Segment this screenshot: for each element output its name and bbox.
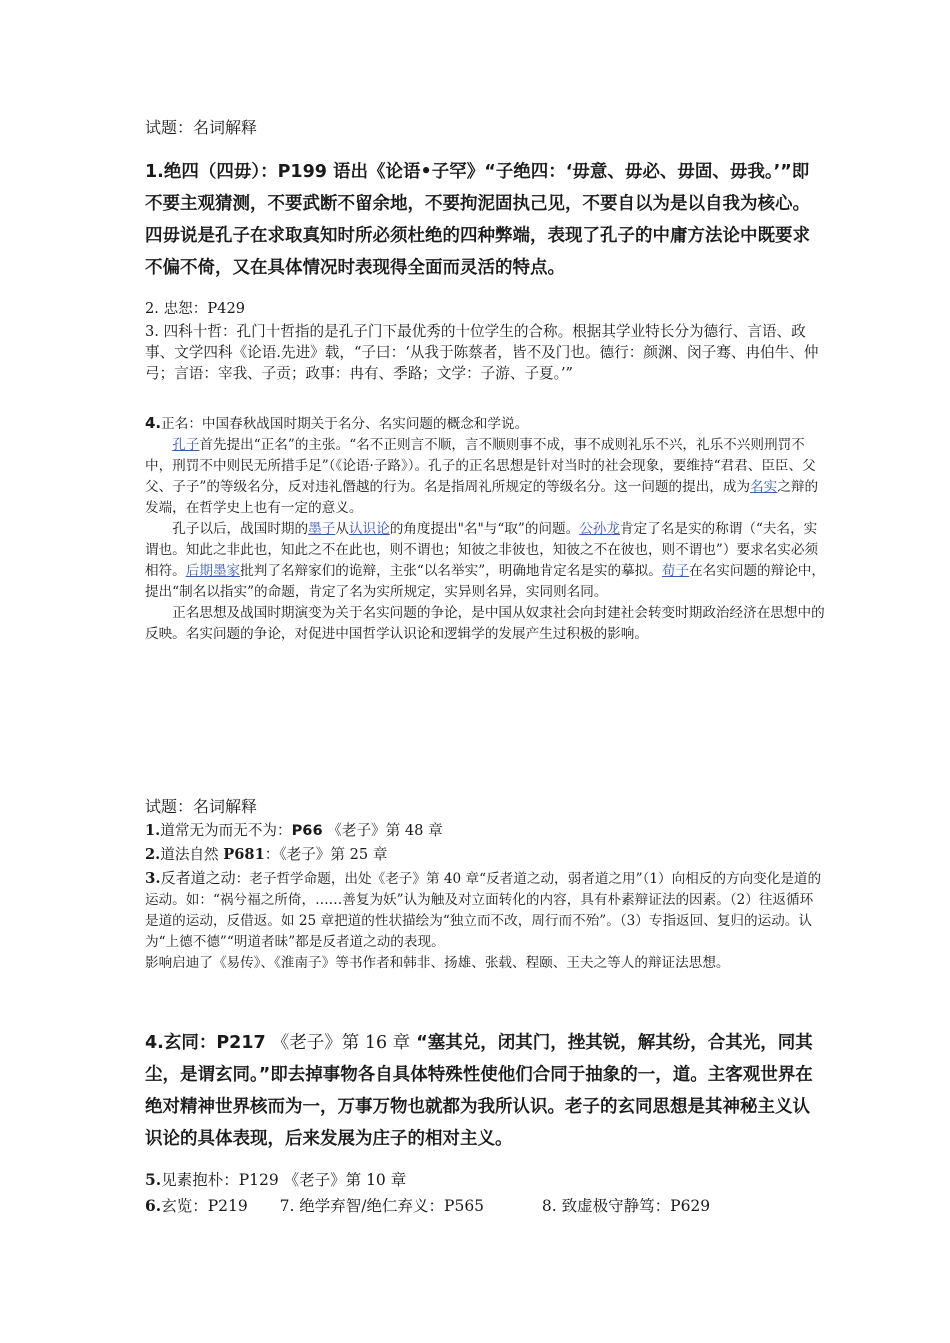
s2-items-678 xyxy=(145,1194,825,1218)
s2-item4-num: 4. xyxy=(145,1033,164,1053)
s2-item2-src: ：《老子》第 25 章 xyxy=(264,846,388,863)
s2-item1-title: 道常无为而无不为： xyxy=(160,822,292,839)
s1-item4 xyxy=(145,413,825,645)
s2-item8: 8. 致虚极守静笃：P629 xyxy=(541,1197,711,1215)
s1-item4-title: 正名 xyxy=(161,416,189,432)
s1-item4-intro: ：中国春秋战国时期关于名分、名实问题的概念和学说。 xyxy=(188,416,529,432)
link-houqimojia[interactable]: 后期墨家 xyxy=(185,563,241,579)
s1-item4-p2-text-f: 在名实问题的辩论中，提出“制名以指实”的命题，肯定了名为实所规定，实异则名异，实同则名同。 xyxy=(145,563,825,600)
s1-item4-p1-text-b: 之辩的发端，在哲学史上也有一定的意义。 xyxy=(145,479,819,516)
section2-header: 试题：名词解释 xyxy=(145,797,258,816)
s1-item4-para2 xyxy=(145,519,825,603)
s2-item3-title: 反者道之动 xyxy=(160,869,236,887)
s1-item4-para1 xyxy=(145,435,825,519)
s1-item4-p2-text-c: 的角度提出"名"与“取”的问题。 xyxy=(389,521,580,537)
s2-item5-num: 5. xyxy=(145,1170,162,1189)
link-xunzi[interactable]: 荀子 xyxy=(661,563,690,579)
s2-item2-title: 道法自然 xyxy=(160,846,219,863)
s2-item3 xyxy=(145,868,825,974)
link-mozi[interactable]: 墨子 xyxy=(308,521,336,537)
s2-item1-num: 1. xyxy=(145,822,161,839)
s2-item5 xyxy=(145,1168,825,1192)
s2-item7: 7. 绝学弃智/绝仁弃义：P565 xyxy=(279,1197,485,1215)
s2-item6-num: 6. xyxy=(145,1196,162,1215)
s1-item1-num: 1. xyxy=(145,162,164,182)
section1-header: 试题：名词解释 xyxy=(145,118,258,137)
s1-item4-p1-text-a: 首先提出“正名”的主张。“名不正则言不顺，言不顺则事不成，事不成则礼乐不兴，礼乐不兴则刑罚不中，刑罚不中则民无所措手足”（《论语·子路》）。孔子的正名思想是针对当时的社会现象，要维持“君君、臣臣、父父、子子”的等级名分，反对违礼僭越的行为。名是指周礼所规定的等级名分。这一问题的提出，成为 xyxy=(145,437,816,495)
s2-item6-title: 玄览 xyxy=(161,1197,193,1215)
s2-item4-page: ：P217 xyxy=(198,1033,266,1053)
s2-item2-page: P681 xyxy=(223,846,265,863)
s2-item3-text: ：老子哲学命题，出处《老子》第 40 章“反者道之动，弱者道之用”（1）向相反的方向变化是道的运动。如：“祸兮福之所倚，……善复为妖”认为触及对立面转化的内容，具有朴素辩证法的因素。（2）往返循环是道的运动，反借返。如 25 章把道的性状描绘为“独立而不改，周行而不殆”。（3）专指返回、复归的运动。认为“上德不德”“明道者昧”都是反者道之动的表现。 xyxy=(145,871,822,950)
s2-item1-page: P66 xyxy=(291,822,323,839)
s1-item2: 2. 忠恕：P429 xyxy=(145,300,246,317)
s1-item4-p2-text-e: 批判了名辩家们的诡辩，主张“以名举实”，明确地肯定名是实的摹拟。 xyxy=(240,563,662,579)
s2-item1-src: 《老子》第 48 章 xyxy=(327,822,443,839)
s2-item4 xyxy=(145,1027,825,1155)
s2-item3-num: 3. xyxy=(145,869,161,887)
link-kongzi[interactable]: 孔子 xyxy=(172,437,200,453)
s2-item2-num: 2. xyxy=(145,846,161,863)
s1-item4-para3: 正名思想及战国时期演变为关于名实问题的争论，是中国从奴隶社会向封建社会转变时期政治经济在思想中的反映。名实问题的争论，对促进中国哲学认识论和逻辑学的发展产生过积极的影响。 xyxy=(145,605,825,642)
s2-item5-text: ：P129 《老子》第 10 章 xyxy=(223,1171,407,1189)
link-renshilun[interactable]: 认识论 xyxy=(348,521,390,537)
s2-item6-text: ：P219 xyxy=(192,1197,248,1215)
s2-item4-title: 玄同 xyxy=(163,1033,199,1053)
s1-item4-p2-text-d: 肯定了名是实的称谓（“夫名，实谓也。知此之非此也，知此之不在此也，则不谓也；知彼之非彼也，知彼之不在彼也，则不谓也”）要求名实必须相符。 xyxy=(145,521,819,579)
link-mingshi[interactable]: 名实 xyxy=(750,479,778,495)
s2-item4-src: 《老子》第 16 章 xyxy=(271,1033,411,1053)
s2-item2 xyxy=(145,844,825,865)
s1-item4-num: 4. xyxy=(145,414,162,432)
s1-item3: 3. 四科十哲：孔门十哲指的是孔子门下最优秀的十位学生的合称。根据其学业特长分为德行、言语、政事、文学四科《论语.先进》载，“子曰：‘从我于陈蔡者，皆不及门也。德行：颜渊、闵子骞、冉伯牛、仲弓；言语：宰我、子贡；政事：冉有、季路；文学：子游、子夏。’” xyxy=(145,323,819,382)
s1-item4-p2-text-a: 孔子以后，战国时期的 xyxy=(172,521,309,537)
s1-item1-text: ：P199 语出《论语•子罕》“子绝四：‘毋意、毋必、毋固、毋我。’”即不要主观猜测，不要武断不留余地，不要拘泥固执己见，不要自以为是以自我为核心。四毋说是孔子在求取真知时所必须杜绝的四种弊端，表现了孔子的中庸方法论中既要求不偏不倚，又在具体情况时表现得全面而灵活的特点。 xyxy=(145,162,810,278)
link-gongsunlong[interactable]: 公孙龙 xyxy=(579,521,620,537)
s2-item4-text: “塞其兑，闭其门，挫其锐，解其纷，合其光，同其尘，是谓玄同。”即去掉事物各自具体特殊性使他们合同于抽象的一，道。主客观世界在绝对精神世界核而为一，万事万物也就都为我所认识。老子的玄同思想是其神秘主义认识论的具体表现，后来发展为庄子的相对主义。 xyxy=(145,1033,813,1149)
s2-item3-influence: 影响启迪了《易传》、《淮南子》等书作者和韩非、扬雄、张载、程颐、王夫之等人的辩证法思想。 xyxy=(145,955,730,971)
s2-item1 xyxy=(145,820,825,841)
s1-item1-title: 绝四（四毋） xyxy=(163,162,261,182)
s1-item1 xyxy=(145,156,825,284)
s1-item4-p2-text-b: 从 xyxy=(335,521,349,537)
s2-item5-title: 见素抱朴 xyxy=(161,1171,224,1189)
